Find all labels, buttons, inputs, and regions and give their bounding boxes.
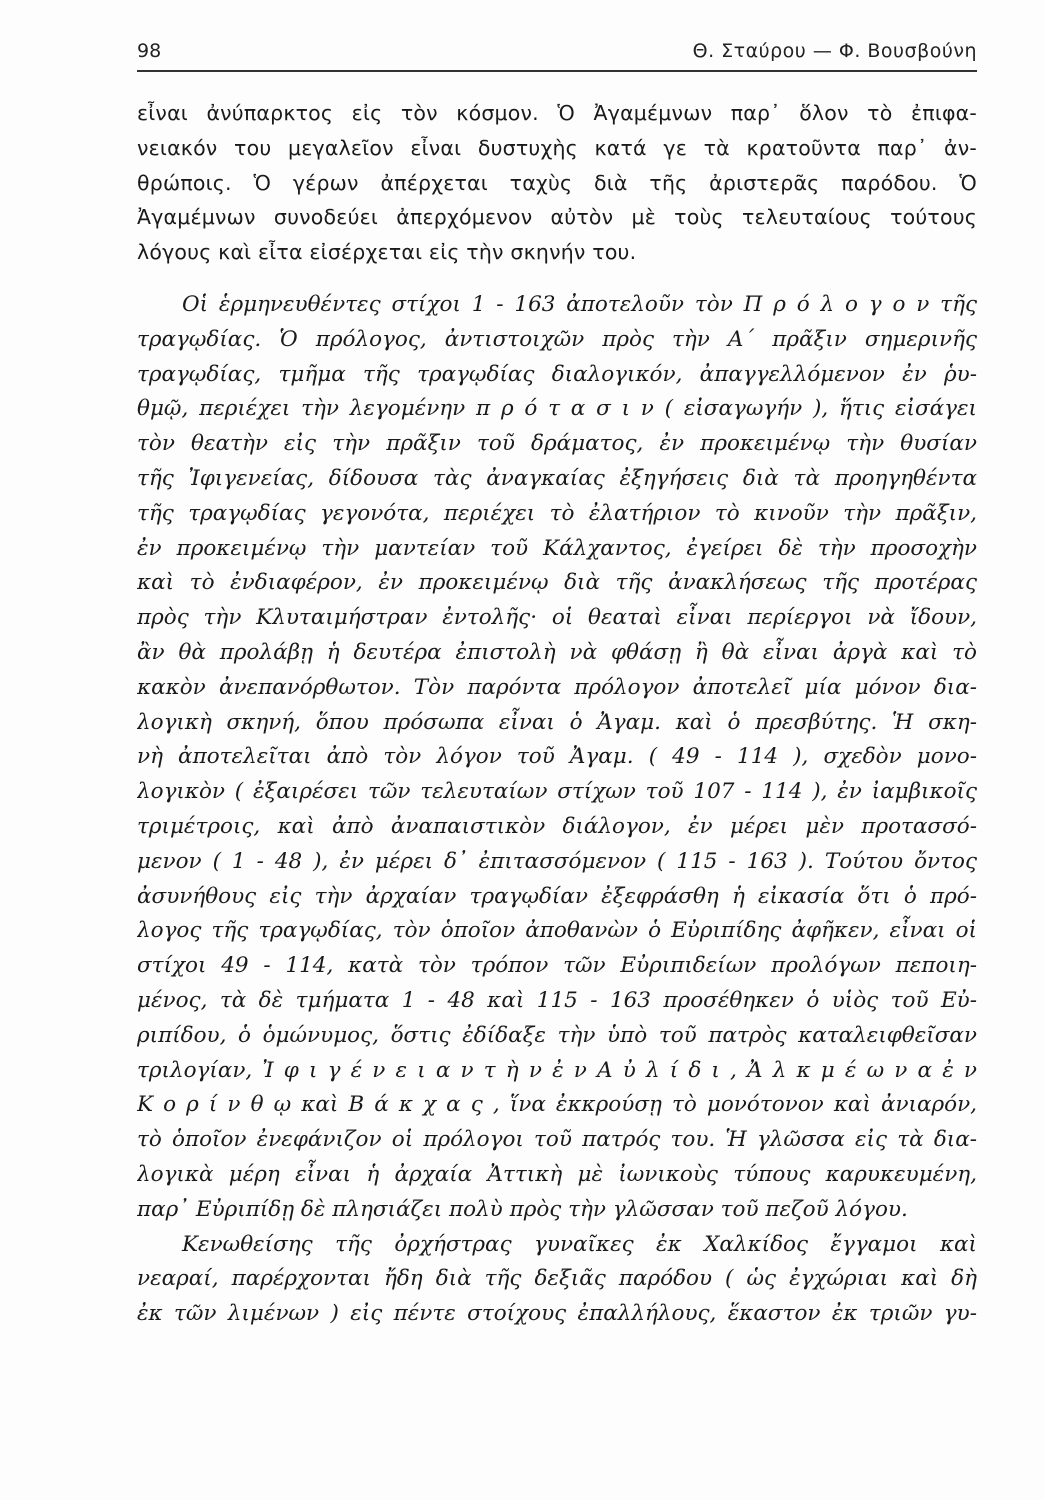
text-line: ἀσυνήθους εἰς τὴν ἀρχαίαν τραγῳδίαν ἐξεφράσθη ἡ εἰκασία ὅτι ὁ πρό- [137,883,977,909]
text-line: λογικὴ σκηνή, ὅπου πρόσωπα εἶναι ὁ Ἀγαμ. καὶ ὁ πρεσβύτης. Ἡ σκη- [137,709,977,735]
text-line: νειακόν του μεγαλεῖον εἶναι δυστυχὴς κατά γε τὰ κρατοῦντα παρ᾽ ἀν- [137,135,977,160]
text-line: τραγῳδίας. Ὁ πρόλογος, ἀντιστοιχῶν πρὸς τὴν Α΄ πρᾶξιν σημερινῆς [137,326,977,352]
text-line: θρώποις. Ὁ γέρων ἀπέρχεται ταχὺς διὰ τῆς ἀριστερᾶς παρόδου. Ὁ [137,170,977,195]
text-line: τῆς τραγῳδίας γεγονότα, περιέχει τὸ ἐλατήριον τὸ κινοῦν τὴν πρᾶξιν, [137,500,977,526]
text-line: μένος, τὰ δὲ τμήματα 1 - 48 καὶ 115 - 163 προσέθηκεν ὁ υἱὸς τοῦ Εὐ- [137,987,977,1013]
text-line: εἶναι ἀνύπαρκτος εἰς τὸν κόσμον. Ὁ Ἀγαμέμνων παρ᾽ ὅλον τὸ ἐπιφα- [137,101,977,125]
text-line: ἐκ τῶν λιμένων ) εἰς πέντε στοίχους ἐπαλλήλους, ἕκαστον ἐκ τριῶν γυ- [137,1301,977,1327]
text-line: λογος τῆς τραγῳδίας, τὸν ὁποῖον ἀποθανὼν ὁ Εὐριπίδης ἀφῆκεν, εἶναι οἱ [137,918,977,944]
running-title: Θ. Σταύρου — Φ. Βουσβούνη [692,40,977,62]
text-line: θμῷ, περιέχει τὴν λεγομένην π ρ ό τ α σ ι ν ( εἰσαγωγήν ), ἥτις εἰσάγει [137,396,977,422]
paragraph-3 [137,1228,977,1332]
text-line: ἂν θὰ προλάβῃ ἡ δευτέρα ἐπιστολὴ νὰ φθάσῃ ἢ θὰ εἶναι ἀργὰ καὶ τὸ [137,639,977,665]
body-text [137,96,977,1332]
text-line: παρ᾽ Εὐριπίδῃ δὲ πλησιάζει πολὺ πρὸς τὴν γλῶσσαν τοῦ πεζοῦ λόγου. [137,1196,908,1222]
text-line: Κενωθείσης τῆς ὀρχήστρας γυναῖκες ἐκ Χαλκίδος ἔγγαμοι καὶ [182,1231,977,1257]
text-line: λόγους καὶ εἶτα εἰσέρχεται εἰς τὴν σκηνήν του. [137,240,637,265]
paragraph-gap [137,270,977,288]
text-line: λογικὰ μέρη εἶναι ἡ ἀρχαία Ἀττικὴ μὲ ἰωνικοὺς τύπους καρυκευμένη, [137,1161,977,1187]
text-line: ριπίδου, ὁ ὁμώνυμος, ὅστις ἐδίδαξε τὴν ὑπὸ τοῦ πατρὸς καταλειφθεῖσαν [137,1022,977,1048]
header-rule [137,70,977,72]
text-line: νεαραί, παρέρχονται ἤδη διὰ τῆς δεξιᾶς παρόδου ( ὡς ἐγχώριαι καὶ δὴ [137,1266,977,1292]
paragraph-2 [137,288,977,1228]
paragraph-1 [137,96,977,270]
text-line: πρὸς τὴν Κλυταιμήστραν ἐντολῆς· οἱ θεαταὶ εἶναι περίεργοι νὰ ἴδουν, [137,605,977,631]
text-line: τὸν θεατὴν εἰς τὴν πρᾶξιν τοῦ δράματος, ἐν προκειμένῳ τὴν θυσίαν [137,431,977,457]
text-line: ἐν προκειμένῳ τὴν μαντείαν τοῦ Κάλχαντος, ἐγείρει δὲ τὴν προσοχὴν [137,535,977,561]
text-line: νὴ ἀποτελεῖται ἀπὸ τὸν λόγον τοῦ Ἀγαμ. ( 49 - 114 ), σχεδὸν μονο- [137,744,977,770]
text-line: τριλογίαν, Ἰ φ ι γ έ ν ε ι α ν τ ὴ ν ἐ ν Α ὐ λ ί δ ι , Ἀ λ κ μ έ ω ν α ἐ ν [137,1057,977,1083]
text-line: τραγῳδίας, τμῆμα τῆς τραγῳδίας διαλογικόν, ἀπαγγελλόμενον ἐν ῥυ- [137,361,977,387]
text-line: τριμέτροις, καὶ ἀπὸ ἀναπαιστικὸν διάλογον, ἐν μέρει μὲν προτασσό- [137,813,977,839]
text-line: Οἱ ἑρμηνευθέντες στίχοι 1 - 163 ἀποτελοῦν τὸν Π ρ ό λ ο γ ο ν τῆς [182,291,977,317]
text-line: μενον ( 1 - 48 ), ἐν μέρει δ᾽ ἐπιτασσόμενον ( 115 - 163 ). Τούτου ὄντος [137,848,977,874]
text-line: Κ ο ρ ί ν θ ῳ καὶ Β ά κ χ α ς , ἵνα ἐκκρούσῃ τὸ μονότονον καὶ ἀνιαρόν, [137,1092,977,1118]
text-line: καὶ τὸ ἐνδιαφέρον, ἐν προκειμένῳ διὰ τῆς ἀνακλήσεως τῆς προτέρας [137,570,977,596]
text-line: τὸ ὁποῖον ἐνεφάνιζον οἱ πρόλογοι τοῦ πατρός του. Ἡ γλῶσσα εἰς τὰ δια- [137,1127,977,1153]
text-line: κακὸν ἀνεπανόρθωτον. Τὸν παρόντα πρόλογον ἀποτελεῖ μία μόνον δια- [137,674,977,700]
text-line: στίχοι 49 - 114, κατὰ τὸν τρόπον τῶν Εὐριπιδείων προλόγων πεποιη- [137,953,977,979]
text-line: τῆς Ἰφιγενείας, δίδουσα τὰς ἀναγκαίας ἐξηγήσεις διὰ τὰ προηγηθέντα [137,465,977,491]
text-line: λογικὸν ( ἐξαιρέσει τῶν τελευταίων στίχων τοῦ 107 - 114 ), ἐν ἰαμβικοῖς [137,779,977,805]
page-number: 98 [137,40,162,62]
page-header [137,34,977,64]
text-line: Ἀγαμέμνων συνοδεύει ἀπερχόμενον αὐτὸν μὲ τοὺς τελευταίους τούτους [137,205,977,230]
